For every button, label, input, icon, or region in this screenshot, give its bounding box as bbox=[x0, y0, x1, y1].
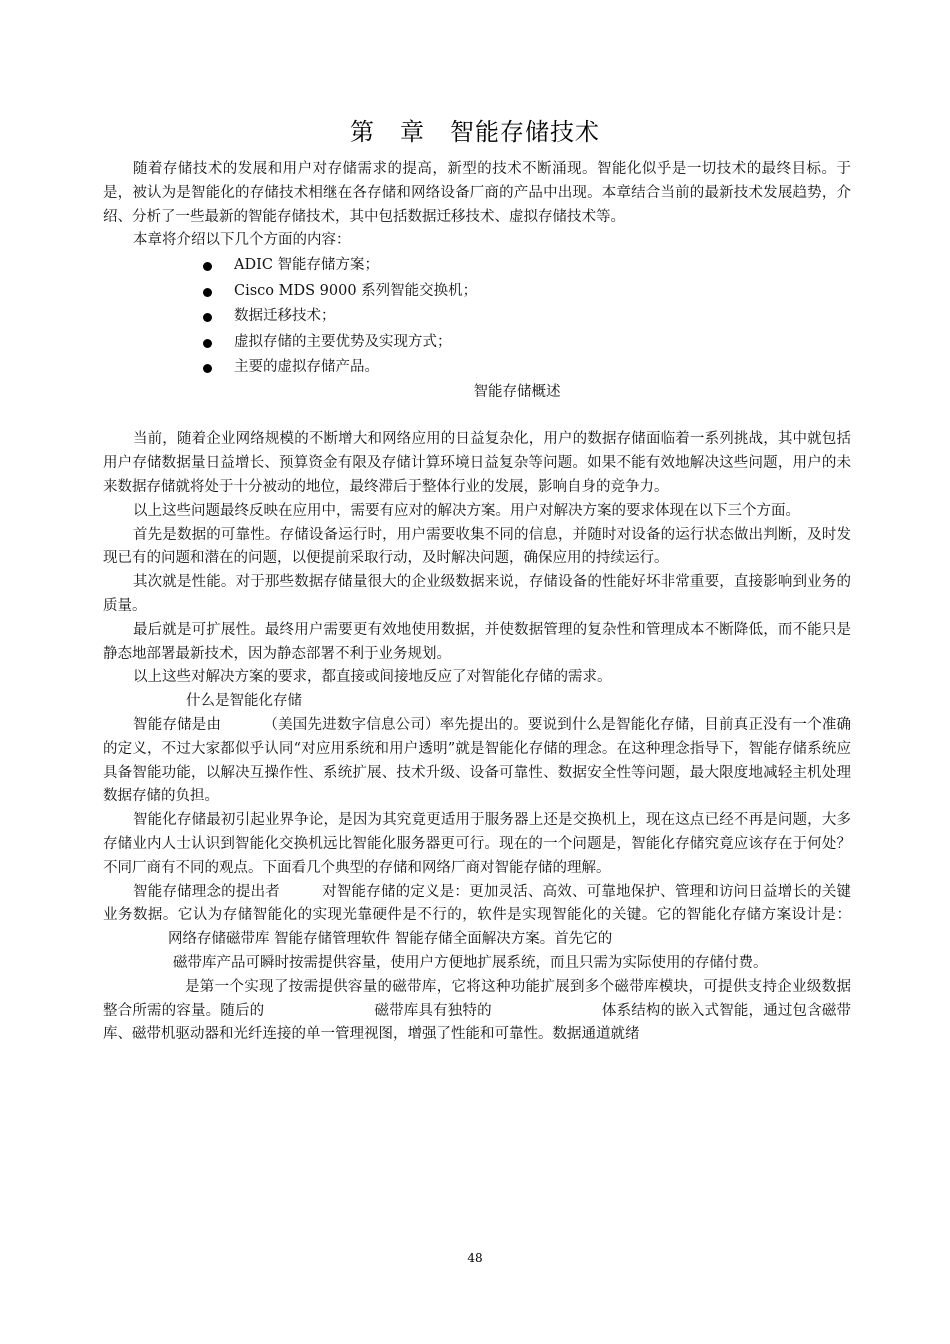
list-item bbox=[203, 279, 851, 305]
debate-paragraph: 智能化存储最初引起业界争论，是因为其究竟更适用于服务器上还是交换机上，现在这点已经不再是问题，大多存储业内人士认识到智能化交换机远比智能化服务器更可行。现在的一个问题是，智能化存储究竟应该存在于何处？不同厂商有不同的观点。下面看几个典型的存储和网络厂商对智能存储的理解。 bbox=[103, 812, 851, 876]
sub-heading: 什么是智能化存储 bbox=[186, 693, 302, 710]
list-item bbox=[203, 304, 851, 330]
section-paragraph-5: 最后就是可扩展性。最终用户需要更有效地使用数据，并使数据管理的复杂性和管理成本不断降低，而不能只是静态地部署最新技术，因为静态部署不利于业务规划。 bbox=[103, 621, 851, 662]
section-spacer bbox=[103, 404, 851, 428]
section-heading: 智能存储概述 bbox=[473, 383, 561, 400]
section-paragraph-2: 以上这些问题最终反映在应用中，需要有应对的解决方案。用户对解决方案的要求体现在以下三个方面。 bbox=[133, 502, 800, 519]
first-paragraph bbox=[103, 976, 851, 1047]
definition-part-d: 智能存储管理软件 bbox=[274, 931, 391, 948]
section-paragraph-4: 其次就是性能。对于那些数据存储量很大的企业级数据来说，存储设备的性能好坏非常重要，直接影响到业务的质量。 bbox=[103, 574, 851, 615]
definition-part-a: 智能存储理念的提出者 bbox=[133, 883, 280, 900]
origin-paragraph bbox=[103, 714, 851, 809]
bullet-dot-icon bbox=[203, 364, 212, 373]
page-content bbox=[103, 158, 851, 1047]
definition-part-c: 网络存储磁带库 bbox=[168, 931, 270, 948]
list-item bbox=[203, 355, 851, 381]
list-item-label: 主要的虚拟存储产品。 bbox=[234, 359, 379, 376]
list-item bbox=[203, 253, 851, 279]
definition-part-e: 智能存储全面解决方案。首先它的 bbox=[394, 931, 613, 948]
section-paragraph-3: 首先是数据的可靠性。存储设备运行时，用户需要收集不同的信息，并随时对设备的运行状态做出判断，及时发现已有的问题和潜在的问题，以便提前采取行动，及时解决问题，确保应用的持续运行。 bbox=[103, 526, 851, 567]
origin-paragraph-part-a: 智能存储是由 bbox=[133, 717, 222, 734]
topic-bullet-list bbox=[103, 253, 851, 381]
section-paragraph-6: 以上这些对解决方案的要求，都直接或间接地反应了对智能化存储的需求。 bbox=[133, 669, 612, 686]
bullet-dot-icon bbox=[203, 288, 212, 297]
list-item-label: 数据迁移技术； bbox=[234, 308, 336, 325]
library-paragraph: 磁带库产品可瞬时按需提供容量，使用户方便地扩展系统，而且只需为实际使用的存储付费。 bbox=[173, 955, 768, 972]
list-item-label: 虚拟存储的主要优势及实现方式； bbox=[234, 333, 452, 350]
intro-paragraph-2: 本章将介绍以下几个方面的内容： bbox=[133, 232, 351, 249]
list-item-label: ADIC 智能存储方案； bbox=[234, 257, 380, 274]
definition-part-b: 对智能存储的定义是：更加灵活、高效、可靠地保护、管理和访问日益增长的关键业务数据。它认为存储智能化的实现光靠硬件是不行的，软件是实现智能化的关键。它的智能化存储方案设计是： bbox=[103, 883, 852, 924]
list-item-label: Cisco MDS 9000 系列智能交换机； bbox=[234, 282, 478, 299]
bullet-dot-icon bbox=[203, 339, 212, 348]
origin-paragraph-part-b: （美国先进数字信息公司）率先提出的。要说到什么是智能化存储，目前真正没有一个准确的定义，不过大家都似乎认同“对应用系统和用户透明”就是智能化存储的理念。在这种理念指导下，智能存储系统应具备智能功能，以解决互操作性、系统扩展、技术升级、设备可靠性、数据安全性等问题，最大限度地减轻主机处理数据存储的负担。 bbox=[103, 717, 852, 805]
definition-paragraph bbox=[103, 881, 851, 952]
first-part-b: 磁带库具有独特的 bbox=[374, 1002, 492, 1019]
first-part-a: 是第一个实现了按需提供容量的磁带库，它将这种功能扩展到多个磁带库模块，可提供支持企业级数据整合所需的容量。随后的 bbox=[103, 978, 851, 1019]
intro-paragraph-1: 随着存储技术的发展和用户对存储需求的提高，新型的技术不断涌现。智能化似乎是一切技术的最终目标。于是，被认为是智能化的存储技术相继在各存储和网络设备厂商的产品中出现。本章结合当前的最新技术发展趋势，介绍、分析了一些最新的智能存储技术，其中包括数据迁移技术、虚拟存储技术等。 bbox=[103, 161, 851, 225]
first-part-c: 体系结构的嵌入式智能，通过包含磁带库、磁带机驱动器和光纤连接的单一管理视图，增强了性能和可靠性。数据通道就绪 bbox=[103, 1002, 852, 1043]
page-number: 48 bbox=[467, 1251, 483, 1265]
bullet-dot-icon bbox=[203, 313, 212, 322]
bullet-dot-icon bbox=[203, 262, 212, 271]
list-item bbox=[203, 330, 851, 356]
section-paragraph-1: 当前，随着企业网络规模的不断增大和网络应用的日益复杂化，用户的数据存储面临着一系列挑战，其中就包括用户存储数据量日益增长、预算资金有限及存储计算环境日益复杂等问题。如果不能有效地解决这些问题，用户的未来数据存储就将处于十分被动的地位，最终滞后于整体行业的发展，影响自身的竞争力。 bbox=[103, 431, 851, 496]
chapter-title: 第 章 智能存储技术 bbox=[350, 118, 600, 146]
